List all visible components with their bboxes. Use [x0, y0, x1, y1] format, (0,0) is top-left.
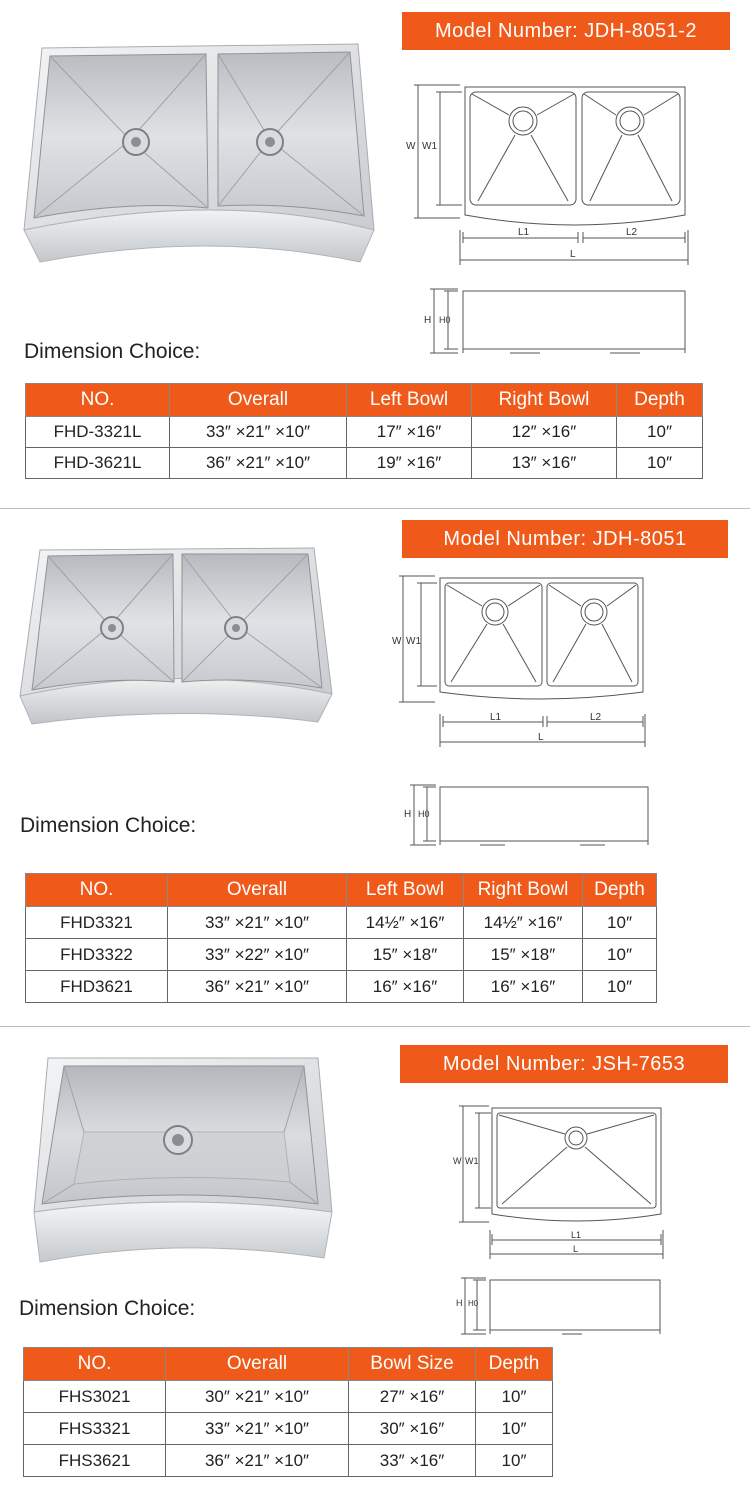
dim-label-l: L: [538, 732, 544, 743]
cell-left-bowl: 14½″ ×16″: [347, 907, 464, 939]
product-section-jdh-8051-2: [0, 0, 750, 505]
side-view-drawing: [400, 782, 660, 854]
cell-overall: 30″ ×21″ ×10″: [166, 1381, 349, 1413]
cell-no: FHD3322: [26, 939, 168, 971]
top-view-drawing: [385, 574, 655, 749]
cell-right-bowl: 16″ ×16″: [464, 971, 583, 1003]
cell-depth: 10″: [583, 939, 657, 971]
dimension-choice-heading: Dimension Choice:: [19, 1297, 196, 1320]
col-header-right-bowl: Right Bowl: [464, 874, 583, 907]
col-header-right-bowl: Right Bowl: [472, 384, 617, 417]
cell-bowl-size: 30″ ×16″: [349, 1413, 476, 1445]
product-section-jdh-8051: [0, 509, 750, 1024]
dim-label-l2: L2: [590, 712, 602, 723]
table-row: [26, 417, 703, 448]
cell-overall: 36″ ×21″ ×10″: [170, 448, 347, 479]
dimension-table: [25, 873, 657, 1003]
col-header-overall: Overall: [166, 1348, 349, 1381]
top-view-drawing: [447, 1102, 672, 1262]
cell-overall: 33″ ×21″ ×10″: [170, 417, 347, 448]
cell-no: FHD3321: [26, 907, 168, 939]
dim-label-h0: H0: [418, 809, 430, 819]
dim-label-w: W: [453, 1156, 462, 1166]
cell-left-bowl: 16″ ×16″: [347, 971, 464, 1003]
cell-depth: 10″: [617, 448, 703, 479]
cell-no: FHS3621: [24, 1445, 166, 1477]
table-row: [24, 1381, 553, 1413]
dimension-choice-heading: Dimension Choice:: [20, 814, 197, 837]
cell-left-bowl: 15″ ×18″: [347, 939, 464, 971]
col-header-no: NO.: [26, 874, 168, 907]
table-row: [26, 907, 657, 939]
dim-label-l1: L1: [518, 227, 530, 238]
cell-left-bowl: 17″ ×16″: [347, 417, 472, 448]
cell-depth: 10″: [617, 417, 703, 448]
table-row: [26, 971, 657, 1003]
cell-depth: 10″: [583, 971, 657, 1003]
table-row: [24, 1445, 553, 1477]
cell-depth: 10″: [476, 1413, 553, 1445]
cell-no: FHD3621: [26, 971, 168, 1003]
col-header-left-bowl: Left Bowl: [347, 874, 464, 907]
col-header-no: NO.: [24, 1348, 166, 1381]
dim-label-w: W: [392, 636, 402, 647]
table-row: [24, 1413, 553, 1445]
cell-overall: 36″ ×21″ ×10″: [168, 971, 347, 1003]
cell-depth: 10″: [583, 907, 657, 939]
side-view-drawing: [420, 285, 690, 360]
side-view-drawing: [452, 1274, 667, 1344]
dimension-table: [23, 1347, 553, 1477]
table-row: [26, 939, 657, 971]
cell-bowl-size: 33″ ×16″: [349, 1445, 476, 1477]
dim-label-w1: W1: [465, 1156, 479, 1166]
dim-label-h: H: [424, 315, 432, 326]
cell-depth: 10″: [476, 1445, 553, 1477]
dim-label-l1: L1: [490, 712, 502, 723]
dim-label-h0: H0: [439, 315, 451, 325]
col-header-depth: Depth: [617, 384, 703, 417]
dim-label-l: L: [573, 1244, 579, 1254]
cell-no: FHD-3321L: [26, 417, 170, 448]
cell-bowl-size: 27″ ×16″: [349, 1381, 476, 1413]
cell-overall: 33″ ×21″ ×10″: [168, 907, 347, 939]
col-header-bowl-size: Bowl Size: [349, 1348, 476, 1381]
table-row: [26, 448, 703, 479]
dim-label-h0: H0: [468, 1299, 479, 1308]
sink-photo-double-bowl-equal: [18, 544, 338, 729]
model-number-badge: Model Number: JDH-8051: [402, 520, 728, 558]
cell-left-bowl: 19″ ×16″: [347, 448, 472, 479]
dimension-choice-heading: Dimension Choice:: [24, 340, 201, 363]
cell-no: FHS3021: [24, 1381, 166, 1413]
col-header-left-bowl: Left Bowl: [347, 384, 472, 417]
col-header-depth: Depth: [476, 1348, 553, 1381]
col-header-depth: Depth: [583, 874, 657, 907]
cell-overall: 33″ ×21″ ×10″: [166, 1413, 349, 1445]
dim-label-w1: W1: [422, 141, 437, 152]
dimension-table: [25, 383, 703, 479]
col-header-no: NO.: [26, 384, 170, 417]
cell-right-bowl: 12″ ×16″: [472, 417, 617, 448]
col-header-overall: Overall: [170, 384, 347, 417]
cell-depth: 10″: [476, 1381, 553, 1413]
product-section-jsh-7653: [0, 1027, 750, 1500]
dim-label-h: H: [456, 1298, 463, 1308]
cell-no: FHS3321: [24, 1413, 166, 1445]
cell-right-bowl: 15″ ×18″: [464, 939, 583, 971]
cell-right-bowl: 14½″ ×16″: [464, 907, 583, 939]
sink-photo-double-bowl-offset: [20, 40, 380, 265]
model-number-badge: Model Number: JDH-8051-2: [402, 12, 730, 50]
cell-no: FHD-3621L: [26, 448, 170, 479]
model-number-badge: Model Number: JSH-7653: [400, 1045, 728, 1083]
top-view-drawing: [400, 75, 700, 270]
dim-label-l1: L1: [571, 1230, 582, 1240]
dim-label-l: L: [570, 249, 576, 260]
dim-label-h: H: [404, 809, 412, 820]
sink-photo-single-bowl: [28, 1052, 338, 1267]
cell-right-bowl: 13″ ×16″: [472, 448, 617, 479]
dim-label-l2: L2: [626, 227, 638, 238]
cell-overall: 33″ ×22″ ×10″: [168, 939, 347, 971]
dim-label-w: W: [406, 141, 416, 152]
col-header-overall: Overall: [168, 874, 347, 907]
cell-overall: 36″ ×21″ ×10″: [166, 1445, 349, 1477]
dim-label-w1: W1: [406, 636, 421, 647]
